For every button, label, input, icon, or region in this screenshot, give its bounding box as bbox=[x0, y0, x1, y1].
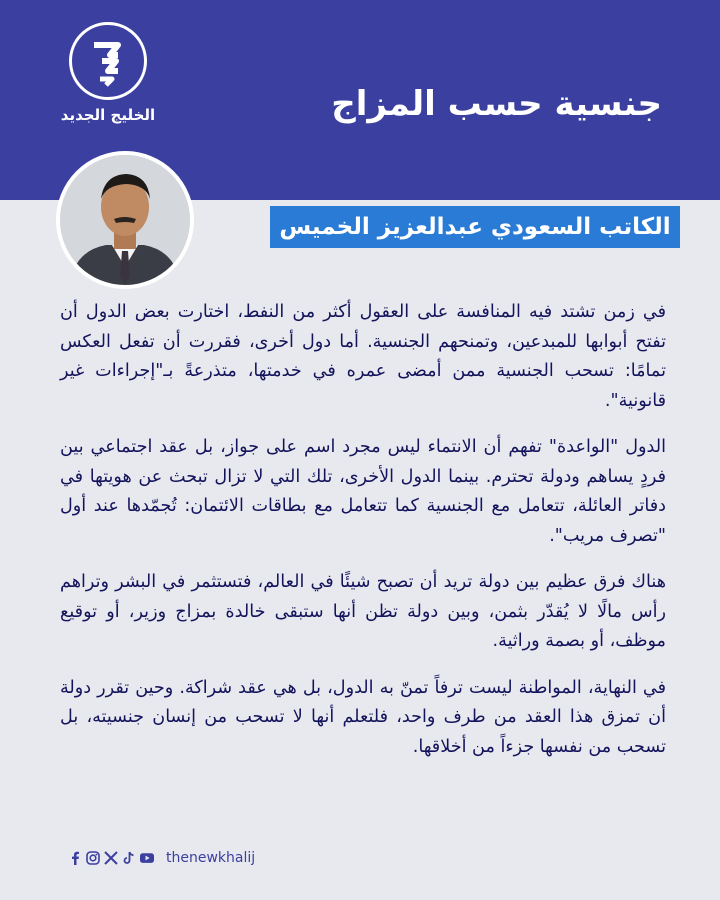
social-links bbox=[68, 850, 255, 866]
brand-logo[interactable] bbox=[58, 22, 158, 124]
instagram-icon[interactable] bbox=[86, 851, 100, 865]
youtube-icon[interactable] bbox=[140, 851, 154, 865]
article-title: جنسية حسب المزاج bbox=[331, 84, 662, 124]
tiktok-icon[interactable] bbox=[122, 851, 136, 865]
x-icon[interactable] bbox=[104, 851, 118, 865]
author-bar: الكاتب السعودي عبدالعزيز الخميس bbox=[270, 206, 680, 248]
logo-text: الخليج الجديد bbox=[60, 106, 156, 124]
author-portrait-icon bbox=[60, 155, 190, 285]
facebook-icon[interactable] bbox=[68, 851, 82, 865]
author-avatar bbox=[56, 151, 194, 289]
article-paragraph-4: في النهاية، المواطنة ليست ترفاً تمنّ به الدول، بل هي عقد شراكة. وحين تقرر دولة أن تمزق هذا العقد من طرف واحد، فلتعلم أنها لا تسحب من إنسان جنسيته، بل تسحب من نفسها جزءاً من أخلاقها. bbox=[60, 677, 666, 757]
article-body bbox=[60, 298, 666, 779]
logo-emblem-icon bbox=[69, 22, 147, 100]
article-paragraph-3: هناك فرق عظيم بين دولة تريد أن تصبح شيئًا في العالم، فتستثمر في البشر وتراهم رأس مالًا لا يُقدّر بثمن، وبين دولة تظن أنها ستبقى خالدة بمزاج وزير، أو توقيع موظف، أو بصمة وراثية. bbox=[60, 572, 666, 651]
article-paragraph-1: في زمن تشتد فيه المنافسة على العقول أكثر من النفط، اختارت بعض الدول أن تفتح أبوابها للمبدعين، وتمنحهم الجنسية. أما دول أخرى، فقررت أن تفعل العكس تمامًا: تسحب الجنسية ممن أمضى عمره في خدمتها، متذرعةً بـ"إجراءات غير قانونية". bbox=[60, 302, 666, 411]
article-paragraph-2: الدول "الواعدة" تفهم أن الانتماء ليس مجرد اسم على جواز، بل عقد اجتماعي بين فردٍ يساهم ودولة تحترم. بينما الدول الأخرى، تلك التي لا تزال تبحث عن هويتها في دفاتر العائلة، تتعامل مع الجنسية كما تتعامل مع بطاقات الائتمان: تُجمّدها عند أول "تصرف مريب". bbox=[60, 437, 666, 546]
social-handle[interactable]: thenewkhalij bbox=[166, 850, 256, 866]
